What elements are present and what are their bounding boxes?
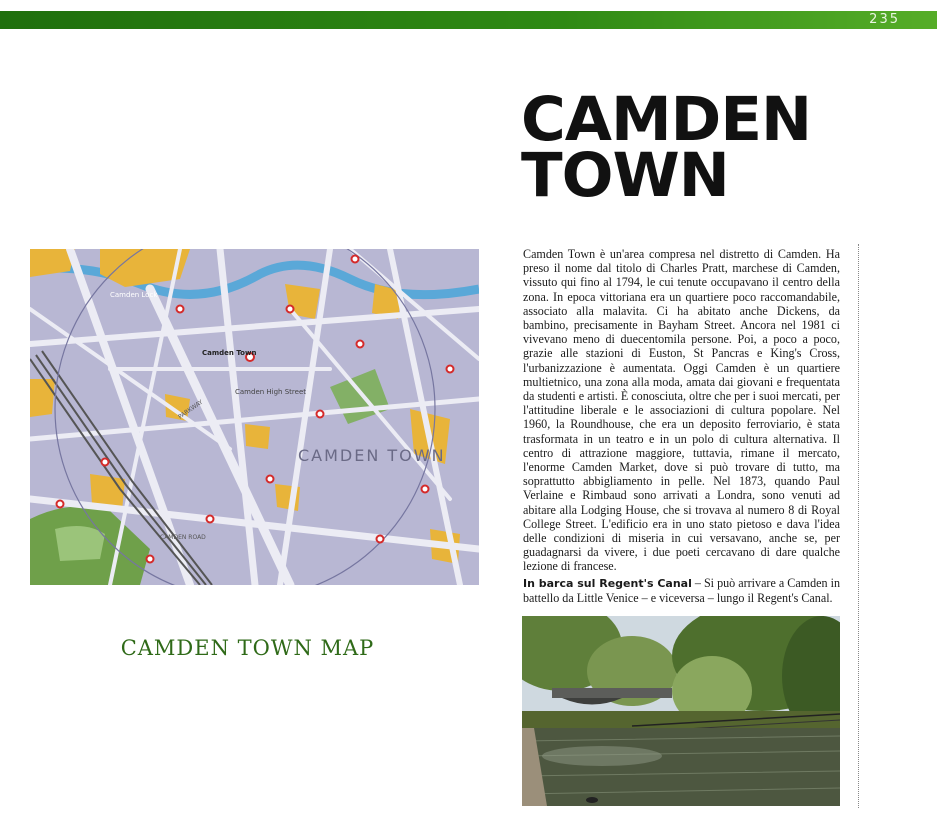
map-label-parkway: PARKWAY (177, 398, 205, 421)
canal-photo (522, 616, 840, 806)
header-bar (0, 11, 937, 29)
canal-photo-illustration (522, 616, 840, 806)
page-title (521, 84, 841, 211)
map-label-camden-road: CAMDEN ROAD (160, 534, 206, 541)
map-illustration (30, 249, 479, 585)
map-label-camden-lock: Camden Lock (110, 291, 158, 299)
map-label-high-street: Camden High Street (235, 388, 306, 396)
title-line-1: CAMDEN (521, 84, 812, 155)
map-label-camden-town: Camden Town (202, 349, 257, 357)
camden-map-image (30, 249, 479, 585)
title-line-2: TOWN (521, 140, 729, 211)
map-label-camden-town-big: CAMDEN TOWN (298, 446, 446, 465)
article-body: Camden Town è un'area compresa nel distretto di Camden. Ha preso il nome dal titolo di Charles Pratt, marchese di Camden, vissuto qui fino al 1794, le cui tenute occupavano il centro della zona. In epoca vittoriana era un quartiere poco raccomandabile, associato alla malavita. Ci ha abitato anche Dickens, da bambino, precisamente in Bayham Street. Ancora nel 1981 ci vivevano meno di duecentomila persone. Poi, a poco a poco, grazie alle stazioni di Euston, St Pancras e King's Cross, l'urbanizzazione è aumentata. Oggi Camden è un quartiere multietnico, una zona alla moda, amata dai giovani e frequentata da studenti e artisti. È conosciuta, oltre che per i suoi mercati, per l'attitudine liberale e le associazioni di cultura popolare. Nel 1960, la Roundhouse, che era un deposito ferroviario, è stata trasformata in un teatro e in un polo di cultura alternativa. Il centro di attrazione maggiore, tuttavia, rimane il mercato, l'enorme Camden Market, dove si può trovare di tutto, ma soprattutto abbigliamento in pelle. Nel 1873, quando Paul Verlaine e Rimbaud sono arrivati a Londra, sono venuti ad abitare alla Lodging House, che si trovava al numero 8 di Royal College Street. L'edificio era in uno stato pietoso e dava l'idea delle condizioni di miseria in cui versavano, anche se, per guadagnarsi da vivere, i due poeti cercavano di dare qualche lezione di francese. (523, 247, 840, 574)
canal-heading: In barca sul Regent's Canal (523, 577, 692, 590)
map-caption: CAMDEN TOWN MAP (120, 636, 375, 660)
page-number: 235 (869, 12, 900, 27)
canal-text: – Si può arrivare a Camden in battello da Little Venice – e viceversa – lungo il Regent's Canal. (523, 576, 840, 606)
column-divider (858, 244, 859, 808)
canal-paragraph (523, 576, 840, 605)
